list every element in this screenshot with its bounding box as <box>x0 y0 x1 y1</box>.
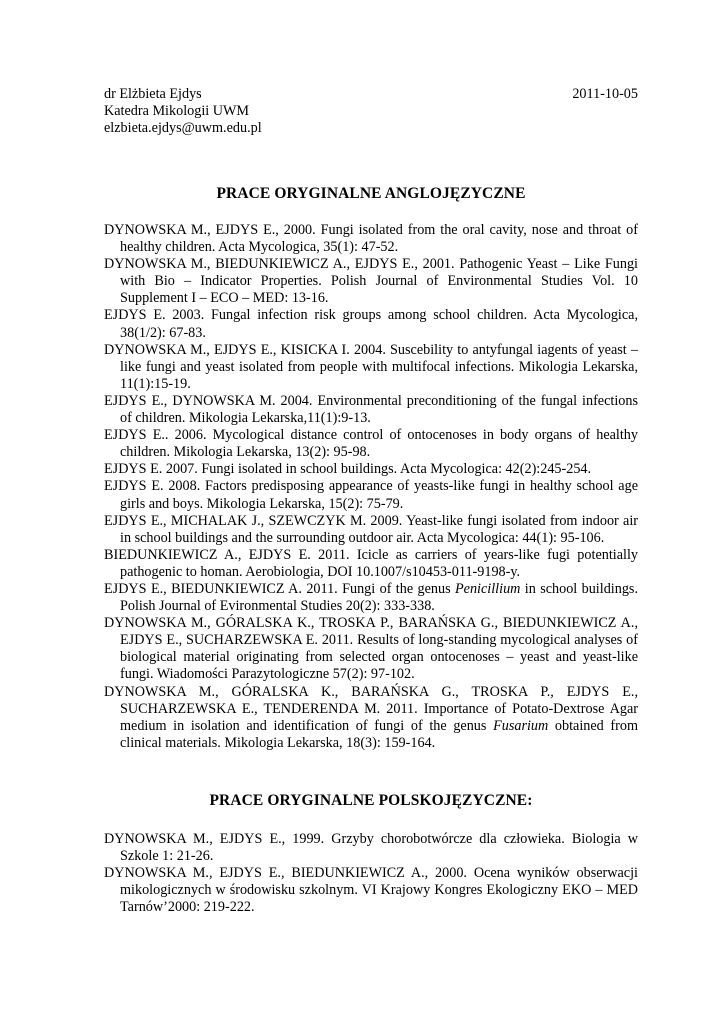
department: Katedra Mikologii UWM <box>104 103 249 119</box>
english-reference-list <box>104 222 638 752</box>
reference-item: EJDYS E., MICHALAK J., SZEWCZYK M. 2009. Yeast-like fungi isolated from indoor air in school buildings and the surrounding outdoor air. Acta Mycologica: 44(1): 95-106. <box>104 512 638 546</box>
reference-item: DYNOWSKA M., EJDYS E., BIEDUNKIEWICZ A., 2000. Ocena wyników obserwacji mikologicznych w środowisku szkolnym. VI Krajowy Kongres Ekologiczny EKO – MED Tarnów’2000: 219-222. <box>104 865 638 916</box>
english-section-title: PRACE ORYGINALNE ANGLOJĘZYCZNE <box>216 185 526 202</box>
reference-item: EJDYS E., DYNOWSKA M. 2004. Environmental preconditioning of the fungal infections of children. Mikologia Lekarska,11(1):9-13. <box>104 392 638 427</box>
reference-item: DYNOWSKA M., EJDYS E., 2000. Fungi isolated from the oral cavity, nose and throat of healthy children. Acta Mycologica, 35(1): 47-52. <box>104 222 638 256</box>
reference-item: EJDYS E.. 2006. Mycological distance control of ontocenoses in body organs of healthy children. Mikologia Lekarska, 13(2): 95-98. <box>104 427 638 461</box>
reference-item: EJDYS E. 2008. Factors predisposing appearance of yeasts-like fungi in healthy school age girls and boys. Mikologia Lekarska, 15(2): 75-79. <box>104 478 638 512</box>
author-name: dr Elżbieta Ejdys <box>104 86 202 102</box>
genus-name: Fusarium <box>493 717 549 734</box>
polish-section-title: PRACE ORYGINALNE POLSKOJĘZYCZNE: <box>209 792 533 809</box>
author-email: elzbieta.ejdys@uwm.edu.pl <box>104 120 262 136</box>
reference-item: BIEDUNKIEWICZ A., EJDYS E. 2011. Icicle as carriers of years-like fugi potentially pathogenic to homan. Aerobiologia, DOI 10.1007/s10453-011-9198-y. <box>104 546 638 580</box>
reference-item: DYNOWSKA M., EJDYS E., KISICKA I. 2004. Suscebility to antyfungal iagents of yeast – like fungi and yeast isolated from people with multifocal infections. Mikologia Lekarska, 11(1):15-19. <box>104 341 638 392</box>
reference-item: DYNOWSKA M., BIEDUNKIEWICZ A., EJDYS E., 2001. Pathogenic Yeast – Like Fungi with Bio – Indicator Properties. Polish Journal of Environmental Studies Vol. 10 Supplement I – ECO – MED: 13-16. <box>104 256 638 307</box>
reference-item: DYNOWSKA M., GÓRALSKA K., TROSKA P., BARAŃSKA G., BIEDUNKIEWICZ A., EJDYS E., SUCHARZEWSKA E. 2011. Results of long-standing mycological analyses of biological material originating from selected organ ontocenoses – yeast and yeast-like fungi. Wiadomości Parazytologiczne 57(2): 97-102. <box>104 615 638 683</box>
reference-item: EJDYS E. 2003. Fungal infection risk groups among school children. Acta Mycologica, 38(1/2): 67-83. <box>104 307 638 341</box>
document-date: 2011-10-05 <box>572 86 638 102</box>
reference-item: DYNOWSKA M., EJDYS E., 1999. Grzyby chorobotwórcze dla człowieka. Biologia w Szkole 1: 21-26. <box>104 831 638 865</box>
reference-item: EJDYS E., BIEDUNKIEWICZ A. 2011. Fungi of the genus Penicillium in school buildings. Polish Journal of Evironmental Studies 20(2): 333-338. <box>104 580 638 615</box>
reference-item: DYNOWSKA M., GÓRALSKA K., BARAŃSKA G., TROSKA P., EJDYS E., SUCHARZEWSKA E., TENDERENDA M. 2011. Importance of Potato-Dextrose Agar medium in isolation and identification of fungi of the genus Fusarium obtained from clinical materials. Mikologia Lekarska, 18(3): 159-164. <box>104 683 639 751</box>
reference-item: EJDYS E. 2007. Fungi isolated in school buildings. Acta Mycologica: 42(2):245-254. <box>104 461 592 478</box>
author-header <box>104 86 638 137</box>
polish-reference-list <box>104 831 638 916</box>
genus-name: Penicillium <box>455 580 521 597</box>
